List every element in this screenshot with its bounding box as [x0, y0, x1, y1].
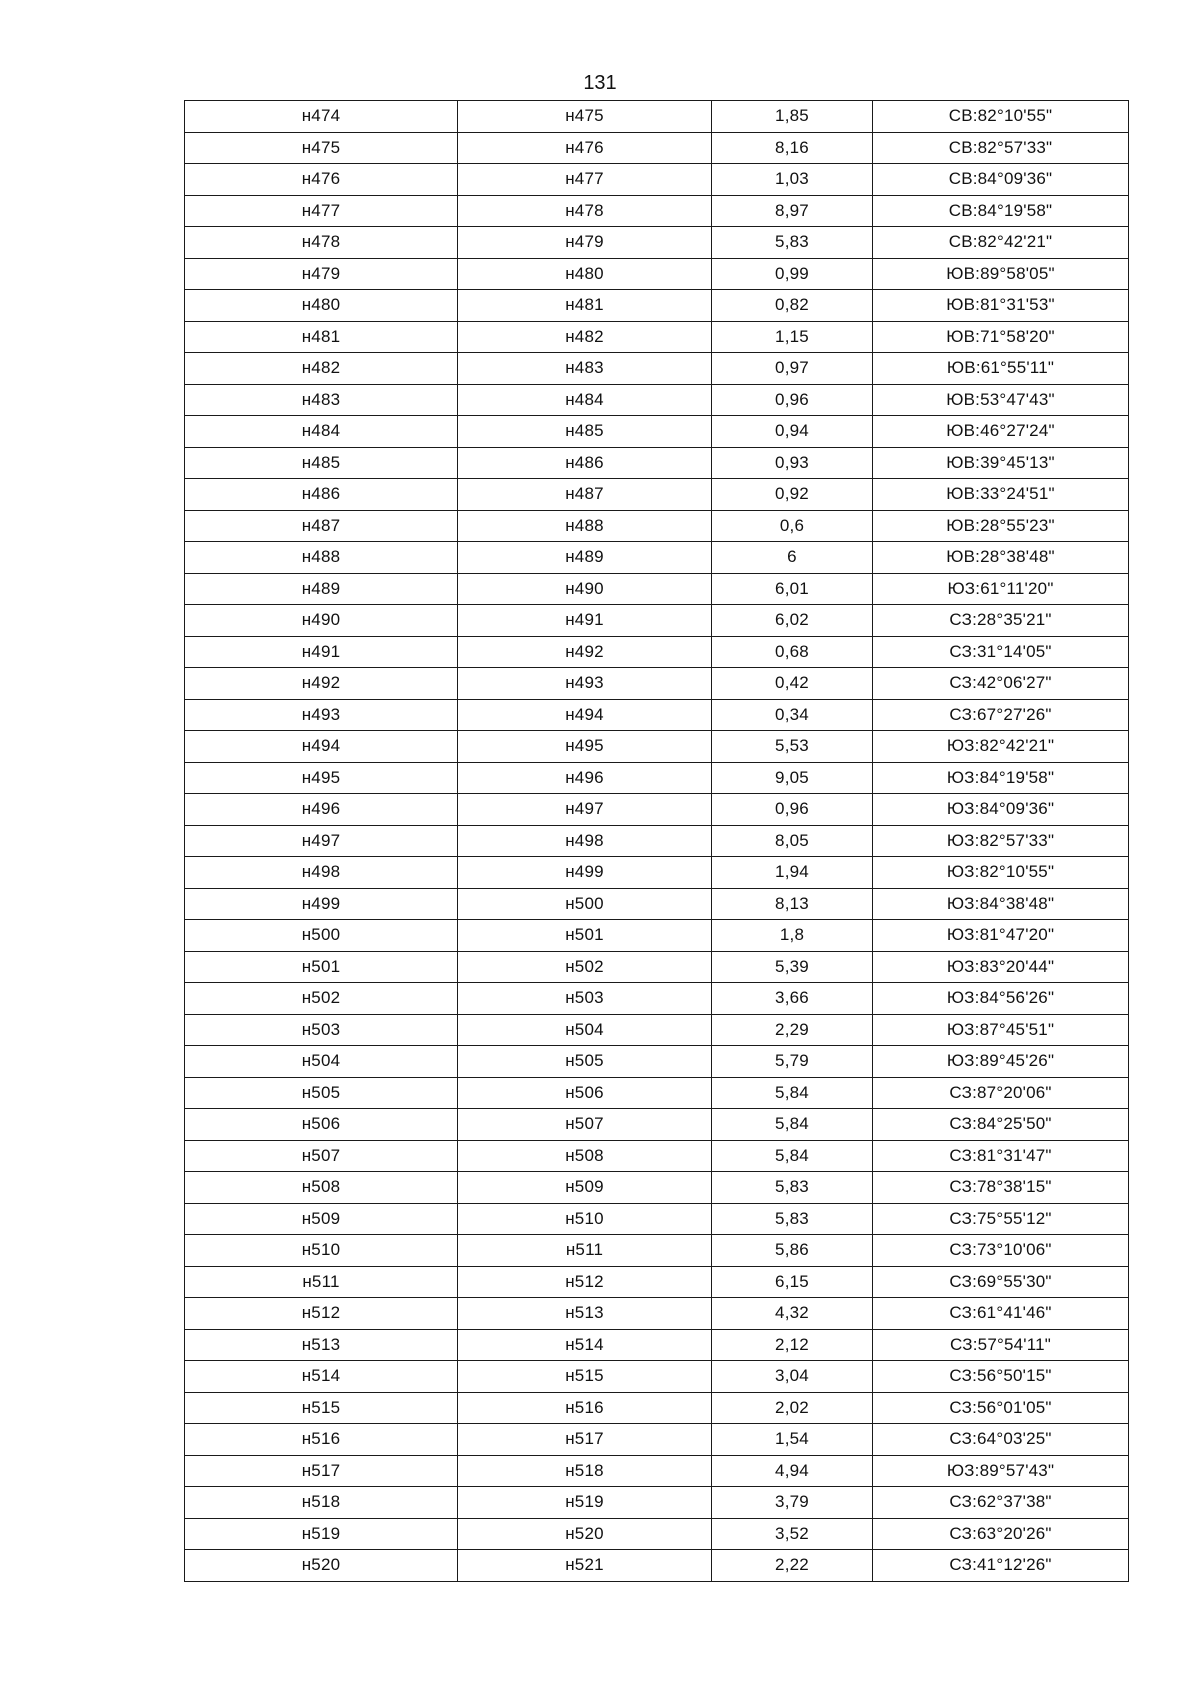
point-from-cell: н487 [185, 510, 458, 542]
table-row [185, 825, 1129, 857]
distance-cell: 8,05 [712, 825, 873, 857]
distance-cell: 0,92 [712, 479, 873, 511]
bearing-cell: СЗ:73°10'06" [873, 1235, 1129, 1267]
table-row [185, 542, 1129, 574]
point-to-cell: н481 [458, 290, 712, 322]
distance-cell: 0,82 [712, 290, 873, 322]
point-to-cell: н500 [458, 888, 712, 920]
point-from-cell: н519 [185, 1518, 458, 1550]
bearing-cell: СЗ:62°37'38" [873, 1487, 1129, 1519]
table-row [185, 1172, 1129, 1204]
point-to-cell: н484 [458, 384, 712, 416]
table-row [185, 1455, 1129, 1487]
point-from-cell: н475 [185, 132, 458, 164]
table-row [185, 1266, 1129, 1298]
table-row [185, 164, 1129, 196]
distance-cell: 3,52 [712, 1518, 873, 1550]
bearing-cell: ЮЗ:84°09'36" [873, 794, 1129, 826]
point-from-cell: н482 [185, 353, 458, 385]
point-from-cell: н498 [185, 857, 458, 889]
bearing-cell: ЮЗ:84°19'58" [873, 762, 1129, 794]
point-to-cell: н476 [458, 132, 712, 164]
distance-cell: 3,66 [712, 983, 873, 1015]
boundary-points-table [184, 100, 1129, 1582]
distance-cell: 5,39 [712, 951, 873, 983]
point-from-cell: н516 [185, 1424, 458, 1456]
point-from-cell: н478 [185, 227, 458, 259]
table-row [185, 479, 1129, 511]
distance-cell: 4,32 [712, 1298, 873, 1330]
distance-cell: 1,54 [712, 1424, 873, 1456]
table-row [185, 1487, 1129, 1519]
bearing-cell: СЗ:67°27'26" [873, 699, 1129, 731]
distance-cell: 3,04 [712, 1361, 873, 1393]
point-from-cell: н508 [185, 1172, 458, 1204]
distance-cell: 5,83 [712, 227, 873, 259]
point-to-cell: н501 [458, 920, 712, 952]
table-row [185, 668, 1129, 700]
bearing-cell: ЮВ:28°55'23" [873, 510, 1129, 542]
table-row [185, 1424, 1129, 1456]
point-from-cell: н518 [185, 1487, 458, 1519]
point-from-cell: н517 [185, 1455, 458, 1487]
bearing-cell: ЮВ:61°55'11" [873, 353, 1129, 385]
point-from-cell: н504 [185, 1046, 458, 1078]
table-row [185, 227, 1129, 259]
bearing-cell: ЮЗ:83°20'44" [873, 951, 1129, 983]
bearing-cell: СВ:84°09'36" [873, 164, 1129, 196]
distance-cell: 1,94 [712, 857, 873, 889]
point-from-cell: н513 [185, 1329, 458, 1361]
distance-cell: 0,93 [712, 447, 873, 479]
point-to-cell: н504 [458, 1014, 712, 1046]
point-from-cell: н490 [185, 605, 458, 637]
distance-cell: 0,6 [712, 510, 873, 542]
point-to-cell: н485 [458, 416, 712, 448]
point-from-cell: н481 [185, 321, 458, 353]
table-row [185, 636, 1129, 668]
bearing-cell: СВ:82°42'21" [873, 227, 1129, 259]
point-to-cell: н518 [458, 1455, 712, 1487]
bearing-cell: СВ:84°19'58" [873, 195, 1129, 227]
point-to-cell: н499 [458, 857, 712, 889]
point-from-cell: н502 [185, 983, 458, 1015]
distance-cell: 9,05 [712, 762, 873, 794]
table-row [185, 195, 1129, 227]
table-row [185, 605, 1129, 637]
point-to-cell: н507 [458, 1109, 712, 1141]
bearing-cell: СЗ:61°41'46" [873, 1298, 1129, 1330]
bearing-cell: ЮЗ:84°38'48" [873, 888, 1129, 920]
table-row [185, 573, 1129, 605]
point-to-cell: н515 [458, 1361, 712, 1393]
bearing-cell: СЗ:64°03'25" [873, 1424, 1129, 1456]
table-row [185, 1014, 1129, 1046]
distance-cell: 5,84 [712, 1109, 873, 1141]
bearing-cell: СЗ:87°20'06" [873, 1077, 1129, 1109]
point-from-cell: н500 [185, 920, 458, 952]
point-from-cell: н488 [185, 542, 458, 574]
distance-cell: 6,01 [712, 573, 873, 605]
distance-cell: 1,8 [712, 920, 873, 952]
point-to-cell: н492 [458, 636, 712, 668]
point-from-cell: н506 [185, 1109, 458, 1141]
distance-cell: 0,68 [712, 636, 873, 668]
table-row [185, 920, 1129, 952]
distance-cell: 2,02 [712, 1392, 873, 1424]
table-row [185, 857, 1129, 889]
bearing-cell: ЮЗ:61°11'20" [873, 573, 1129, 605]
point-from-cell: н501 [185, 951, 458, 983]
distance-cell: 4,94 [712, 1455, 873, 1487]
distance-cell: 6,02 [712, 605, 873, 637]
bearing-cell: ЮВ:28°38'48" [873, 542, 1129, 574]
distance-cell: 5,86 [712, 1235, 873, 1267]
distance-cell: 0,97 [712, 353, 873, 385]
bearing-cell: ЮВ:81°31'53" [873, 290, 1129, 322]
table-row [185, 510, 1129, 542]
bearing-cell: ЮЗ:81°47'20" [873, 920, 1129, 952]
page-number: 131 [583, 72, 617, 94]
point-from-cell: н480 [185, 290, 458, 322]
table-row [185, 1392, 1129, 1424]
point-to-cell: н479 [458, 227, 712, 259]
distance-cell: 5,79 [712, 1046, 873, 1078]
table-row [185, 983, 1129, 1015]
distance-cell: 1,85 [712, 101, 873, 133]
bearing-cell: ЮЗ:82°57'33" [873, 825, 1129, 857]
point-from-cell: н491 [185, 636, 458, 668]
table-row [185, 1518, 1129, 1550]
point-to-cell: н493 [458, 668, 712, 700]
table-row [185, 353, 1129, 385]
point-from-cell: н489 [185, 573, 458, 605]
bearing-cell: СЗ:31°14'05" [873, 636, 1129, 668]
point-to-cell: н506 [458, 1077, 712, 1109]
point-to-cell: н483 [458, 353, 712, 385]
distance-cell: 8,97 [712, 195, 873, 227]
point-to-cell: н497 [458, 794, 712, 826]
point-from-cell: н496 [185, 794, 458, 826]
point-from-cell: н483 [185, 384, 458, 416]
table-row [185, 1140, 1129, 1172]
table-row [185, 447, 1129, 479]
point-to-cell: н488 [458, 510, 712, 542]
distance-cell: 0,94 [712, 416, 873, 448]
point-to-cell: н482 [458, 321, 712, 353]
point-to-cell: н517 [458, 1424, 712, 1456]
point-from-cell: н509 [185, 1203, 458, 1235]
distance-cell: 0,96 [712, 794, 873, 826]
point-to-cell: н487 [458, 479, 712, 511]
table-row [185, 1109, 1129, 1141]
point-from-cell: н493 [185, 699, 458, 731]
bearing-cell: СЗ:42°06'27" [873, 668, 1129, 700]
point-from-cell: н510 [185, 1235, 458, 1267]
bearing-cell: ЮВ:39°45'13" [873, 447, 1129, 479]
point-to-cell: н508 [458, 1140, 712, 1172]
distance-cell: 8,13 [712, 888, 873, 920]
point-to-cell: н475 [458, 101, 712, 133]
point-from-cell: н515 [185, 1392, 458, 1424]
table-body [185, 101, 1129, 1582]
distance-cell: 5,83 [712, 1203, 873, 1235]
point-to-cell: н519 [458, 1487, 712, 1519]
bearing-cell: СЗ:56°50'15" [873, 1361, 1129, 1393]
distance-cell: 2,12 [712, 1329, 873, 1361]
bearing-cell: СЗ:56°01'05" [873, 1392, 1129, 1424]
point-from-cell: н479 [185, 258, 458, 290]
point-to-cell: н512 [458, 1266, 712, 1298]
point-from-cell: н505 [185, 1077, 458, 1109]
point-from-cell: н511 [185, 1266, 458, 1298]
bearing-cell: ЮВ:71°58'20" [873, 321, 1129, 353]
table-row [185, 1550, 1129, 1582]
point-to-cell: н509 [458, 1172, 712, 1204]
point-to-cell: н516 [458, 1392, 712, 1424]
bearing-cell: СВ:82°57'33" [873, 132, 1129, 164]
table-row [185, 699, 1129, 731]
point-to-cell: н514 [458, 1329, 712, 1361]
distance-cell: 1,03 [712, 164, 873, 196]
table-row [185, 888, 1129, 920]
table-row [185, 1361, 1129, 1393]
point-from-cell: н497 [185, 825, 458, 857]
point-from-cell: н503 [185, 1014, 458, 1046]
bearing-cell: ЮЗ:82°42'21" [873, 731, 1129, 763]
table-row [185, 290, 1129, 322]
distance-cell: 5,83 [712, 1172, 873, 1204]
point-from-cell: н507 [185, 1140, 458, 1172]
bearing-cell: ЮЗ:84°56'26" [873, 983, 1129, 1015]
distance-cell: 0,99 [712, 258, 873, 290]
table-row [185, 132, 1129, 164]
table-row [185, 1235, 1129, 1267]
table-row [185, 416, 1129, 448]
bearing-cell: ЮВ:53°47'43" [873, 384, 1129, 416]
distance-cell: 2,29 [712, 1014, 873, 1046]
table-row [185, 101, 1129, 133]
point-to-cell: н496 [458, 762, 712, 794]
point-from-cell: н494 [185, 731, 458, 763]
point-to-cell: н478 [458, 195, 712, 227]
table-row [185, 794, 1129, 826]
distance-cell: 0,42 [712, 668, 873, 700]
point-from-cell: н477 [185, 195, 458, 227]
point-to-cell: н495 [458, 731, 712, 763]
point-to-cell: н505 [458, 1046, 712, 1078]
distance-cell: 5,53 [712, 731, 873, 763]
bearing-cell: СЗ:28°35'21" [873, 605, 1129, 637]
point-to-cell: н520 [458, 1518, 712, 1550]
point-from-cell: н486 [185, 479, 458, 511]
distance-cell: 6 [712, 542, 873, 574]
table-row [185, 951, 1129, 983]
point-to-cell: н521 [458, 1550, 712, 1582]
distance-cell: 1,15 [712, 321, 873, 353]
distance-cell: 5,84 [712, 1077, 873, 1109]
bearing-cell: СЗ:63°20'26" [873, 1518, 1129, 1550]
bearing-cell: ЮЗ:89°45'26" [873, 1046, 1129, 1078]
point-from-cell: н514 [185, 1361, 458, 1393]
bearing-cell: ЮВ:33°24'51" [873, 479, 1129, 511]
bearing-cell: ЮВ:89°58'05" [873, 258, 1129, 290]
distance-cell: 3,79 [712, 1487, 873, 1519]
point-from-cell: н520 [185, 1550, 458, 1582]
table-row [185, 258, 1129, 290]
point-to-cell: н494 [458, 699, 712, 731]
point-to-cell: н489 [458, 542, 712, 574]
distance-cell: 6,15 [712, 1266, 873, 1298]
point-to-cell: н511 [458, 1235, 712, 1267]
point-to-cell: н502 [458, 951, 712, 983]
point-from-cell: н495 [185, 762, 458, 794]
bearing-cell: ЮЗ:87°45'51" [873, 1014, 1129, 1046]
bearing-cell: СЗ:69°55'30" [873, 1266, 1129, 1298]
point-to-cell: н513 [458, 1298, 712, 1330]
bearing-cell: СЗ:57°54'11" [873, 1329, 1129, 1361]
point-to-cell: н510 [458, 1203, 712, 1235]
bearing-cell: СЗ:78°38'15" [873, 1172, 1129, 1204]
point-to-cell: н477 [458, 164, 712, 196]
point-to-cell: н480 [458, 258, 712, 290]
table-row [185, 1329, 1129, 1361]
point-to-cell: н486 [458, 447, 712, 479]
table-row [185, 1203, 1129, 1235]
table-row [185, 1046, 1129, 1078]
point-to-cell: н498 [458, 825, 712, 857]
table-row [185, 1298, 1129, 1330]
distance-cell: 0,96 [712, 384, 873, 416]
distance-cell: 8,16 [712, 132, 873, 164]
point-to-cell: н490 [458, 573, 712, 605]
bearing-cell: СЗ:81°31'47" [873, 1140, 1129, 1172]
table-row [185, 731, 1129, 763]
point-from-cell: н499 [185, 888, 458, 920]
bearing-cell: ЮЗ:82°10'55" [873, 857, 1129, 889]
point-from-cell: н492 [185, 668, 458, 700]
table-row [185, 1077, 1129, 1109]
point-from-cell: н484 [185, 416, 458, 448]
table-row [185, 384, 1129, 416]
point-from-cell: н474 [185, 101, 458, 133]
distance-cell: 2,22 [712, 1550, 873, 1582]
bearing-cell: СЗ:41°12'26" [873, 1550, 1129, 1582]
bearing-cell: СЗ:75°55'12" [873, 1203, 1129, 1235]
table-row [185, 762, 1129, 794]
point-to-cell: н491 [458, 605, 712, 637]
point-from-cell: н485 [185, 447, 458, 479]
point-to-cell: н503 [458, 983, 712, 1015]
point-from-cell: н512 [185, 1298, 458, 1330]
point-from-cell: н476 [185, 164, 458, 196]
distance-cell: 0,34 [712, 699, 873, 731]
table-row [185, 321, 1129, 353]
distance-cell: 5,84 [712, 1140, 873, 1172]
bearing-cell: ЮЗ:89°57'43" [873, 1455, 1129, 1487]
bearing-cell: СЗ:84°25'50" [873, 1109, 1129, 1141]
bearing-cell: СВ:82°10'55" [873, 101, 1129, 133]
bearing-cell: ЮВ:46°27'24" [873, 416, 1129, 448]
